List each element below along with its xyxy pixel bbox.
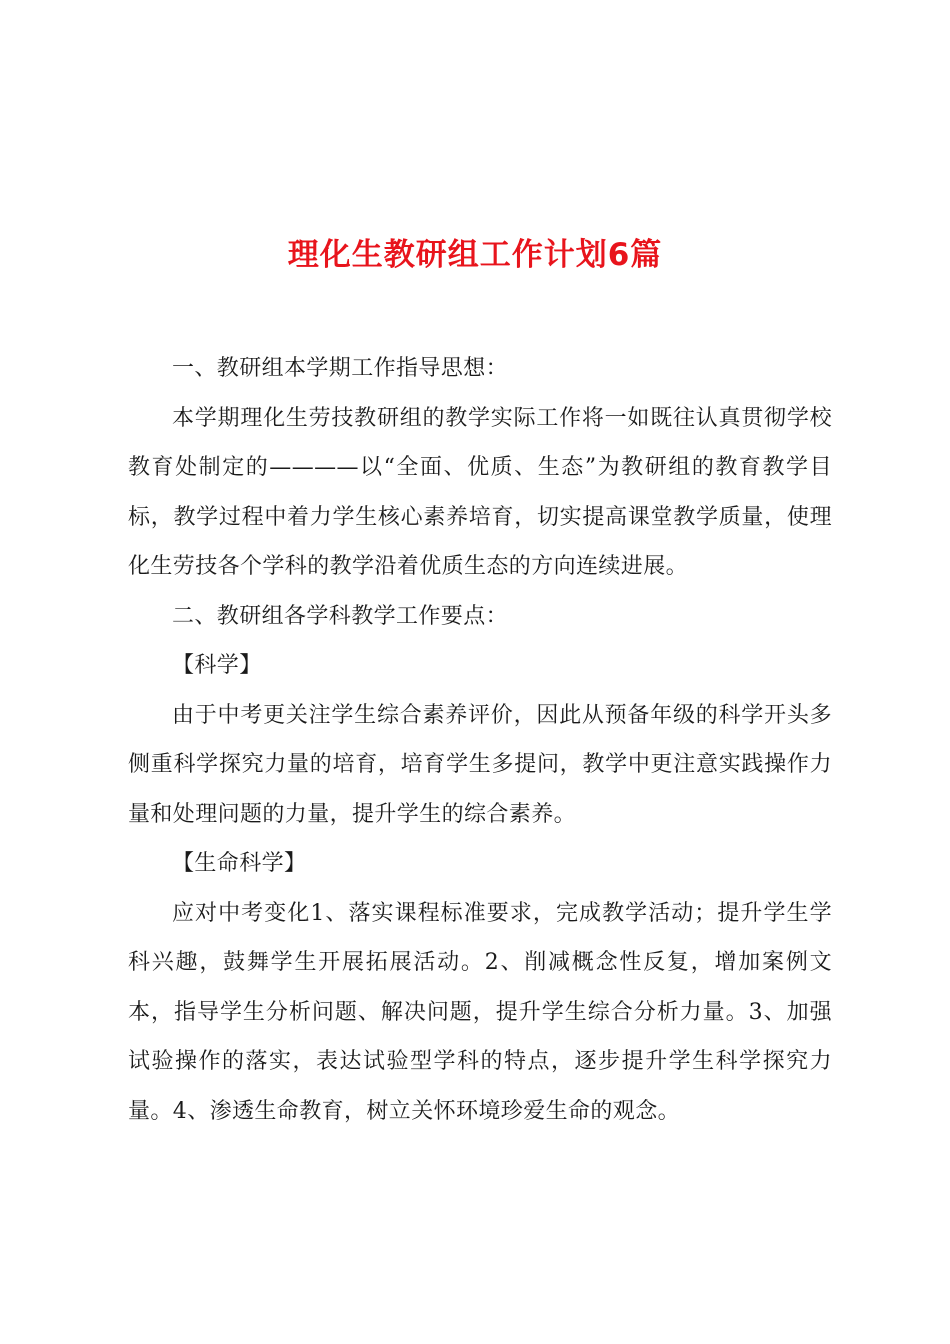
section-heading-guiding-thought: 一、教研组本学期工作指导思想：: [172, 356, 509, 381]
paragraph-guiding-thought: 本学期理化生劳技教研组的教学实际工作将一如既往认真贯彻学校教育处制定的————以“全面、优质、生态”为教研组的教育教学目标，教学过程中着力学生核心素养培育，切实提高课堂教学质量，使理化生劳技各个学科的教学沿着优质生态的方向连续进展。: [128, 405, 832, 579]
document-body: [128, 344, 832, 1136]
subject-heading-science: 【科学】: [172, 653, 262, 678]
paragraph-life-science: 应对中考变化1、落实课程标准要求，完成教学活动；提升学生学科兴趣，鼓舞学生开展拓展活动。2、削减概念性反复，增加案例文本，指导学生分析问题、解决问题，提升学生综合分析力量。3、加强试验操作的落实，表达试验型学科的特点，逐步提升学生科学探究力量。4、渗透生命教育，树立关怀环境珍爱生命的观念。: [128, 900, 832, 1124]
paragraph-science: 由于中考更关注学生综合素养评价，因此从预备年级的科学开头多侧重科学探究力量的培育，培育学生多提问，教学中更注意实践操作力量和处理问题的力量，提升学生的综合素养。: [128, 702, 832, 827]
subject-heading-life-science: 【生命科学】: [172, 851, 307, 876]
document-title: 理化生教研组工作计划6篇: [287, 236, 663, 273]
section-heading-key-points: 二、教研组各学科教学工作要点：: [172, 603, 509, 629]
